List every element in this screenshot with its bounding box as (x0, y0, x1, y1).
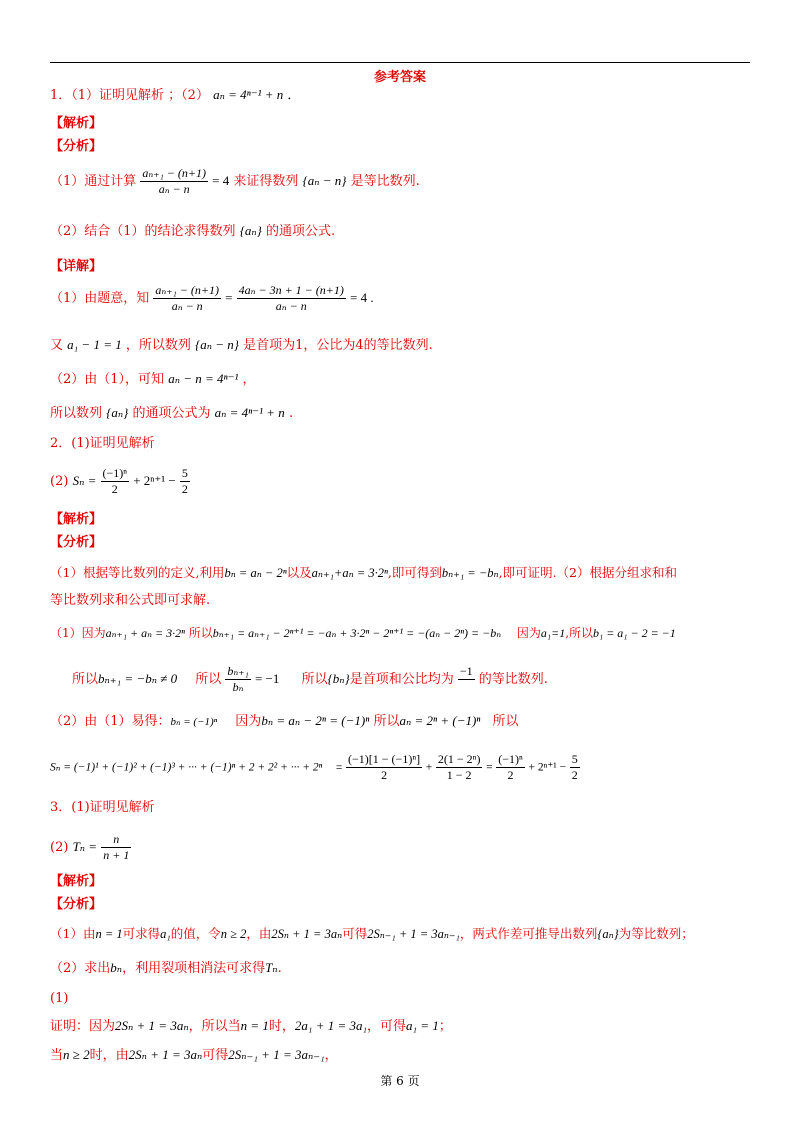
q3-jiexi-heading: 【解析】 (50, 874, 103, 889)
q3-fenxi-heading: 【分析】 (50, 897, 103, 912)
q2-solution-3: （2）由（1）易得：bₙ = (−1)ⁿ 因为bₙ = aₙ − 2ⁿ = (−1)ⁿ 所以aₙ = 2ⁿ + (−1)ⁿ 所以 (50, 713, 519, 729)
q1-detail-4: 所以数列 {aₙ} 的通项公式为 aₙ = 4ⁿ⁻¹ + n . (50, 405, 294, 421)
q1-answer-line: 1．（1）证明见解析 ；（2） aₙ = 4ⁿ⁻¹ + n ． (50, 87, 301, 103)
q1-fenxi-heading: 【分析】 (50, 139, 103, 154)
q2-line-1: 2．(1)证明见解析 (50, 436, 155, 451)
q2-analysis-1: （1）根据等比数列的定义,利用bₙ = aₙ − 2ⁿ以及aₙ₊₁+aₙ = 3·2ⁿ,即可得到bₙ₊₁ = −bₙ,即可证明.（2）根据分组求和和 (50, 565, 678, 580)
q1-analysis-fraction: $\frac{\text{aₙ₊₁ − (n+1)}}{\text{aₙ − n}}$ (142, 166, 206, 196)
q3-proof-1: 证明：因为2Sₙ + 1 = 3aₙ，所以当n = 1时，2a₁ + 1 = 3a₁，可得a₁ = 1； (50, 1018, 452, 1034)
q3-analysis-2: （2）求出bₙ，利用裂项相消法可求得Tₙ. (50, 960, 282, 976)
q1-detail-2: 又 a₁ − 1 = 1 ，所以数列 {aₙ − n} 是首项为1，公比为4的等比数列. (50, 337, 433, 353)
q1-analysis-2: （2）结合（1）的结论求得数列 {aₙ} 的通项公式. (50, 223, 336, 239)
q1-detail-1: （1）由题意，知 $\frac{\text{aₙ₊₁ − (n+1)}}{\text{aₙ − n}}$ = $\frac{\text{4aₙ − 3n + 1 − (n+1)}}{\text{aₙ − n}}$ = 4 . (50, 283, 374, 313)
q1-answer-formula: aₙ = 4ⁿ⁻¹ + n (213, 87, 284, 102)
q2-solution-4: Sₙ = (−1)¹ + (−1)² + (−1)³ + ··· + (−1)ⁿ + 2 + 2² + ··· + 2ⁿ = $\frac{\text{(−1)[1 − (−1)ⁿ]}}{2}$ + $\frac{\text{2(1 − 2ⁿ)}}{1 - 2}$ = $\frac{\text{(−1)ⁿ}}{2}$ + 2ⁿ⁺¹ − $\frac{5}{2}$ (50, 752, 578, 782)
q2-line-2: (2) Sₙ = $\frac{\text{(−1)ⁿ}}{2}$ + 2ⁿ⁺¹ − $\frac{5}{2}$ (50, 466, 188, 496)
q2-analysis-2: 等比数列求和公式即可求解. (50, 593, 211, 608)
q2-solution-2: 所以bₙ₊₁ = −bₙ ≠ 0 所以 $\frac{\text{bₙ₊₁}}{\text{bₙ}}$ = −1 所以{bₙ}是首项和公比均为 −1 的等比数列. (72, 664, 548, 694)
q1-xiangjie-heading: 【详解】 (50, 259, 103, 274)
header-rule (50, 62, 750, 63)
q2-fenxi-heading: 【分析】 (50, 535, 103, 550)
q3-line-1: 3．(1)证明见解析 (50, 800, 155, 815)
q1-analysis-1: （1）通过计算 $\frac{\text{aₙ₊₁ − (n+1)}}{\text{aₙ − n}}$ = 4 来证得数列 {aₙ − n} 是等比数列. (50, 166, 420, 196)
q3-part-1-label: (1) (50, 991, 69, 1006)
page-title: 参考答案 (373, 70, 426, 85)
q3-proof-2: 当n ≥ 2时，由2Sₙ + 1 = 3aₙ可得2Sₙ₋₁ + 1 = 3aₙ₋₁， (50, 1047, 338, 1063)
q3-analysis-1: （1）由n = 1可求得a₁的值，令n ≥ 2，由2Sₙ + 1 = 3aₙ可得2Sₙ₋₁ + 1 = 3aₙ₋₁，两式作差可推导出数列{aₙ}为等比数列； (50, 926, 694, 941)
page-number: 第 6 页 (380, 1074, 420, 1088)
q1-jiexi-heading: 【解析】 (50, 116, 103, 131)
q2-solution-1: （1）因为aₙ₊₁ + aₙ = 3·2ⁿ 所以bₙ₊₁ = aₙ₊₁ − 2ⁿ⁺¹ = −aₙ + 3·2ⁿ − 2ⁿ⁺¹ = −(aₙ − 2ⁿ) = −bₙ 因为a₁=1,所以b₁ = a₁ − 2 = −1 (50, 626, 676, 640)
q2-jiexi-heading: 【解析】 (50, 512, 103, 527)
q1-detail-3: （2）由（1），可知 aₙ − n = 4ⁿ⁻¹ ， (50, 371, 256, 387)
q3-line-2: (2) Tₙ = $\frac{n}{n + 1}$ (50, 832, 130, 862)
